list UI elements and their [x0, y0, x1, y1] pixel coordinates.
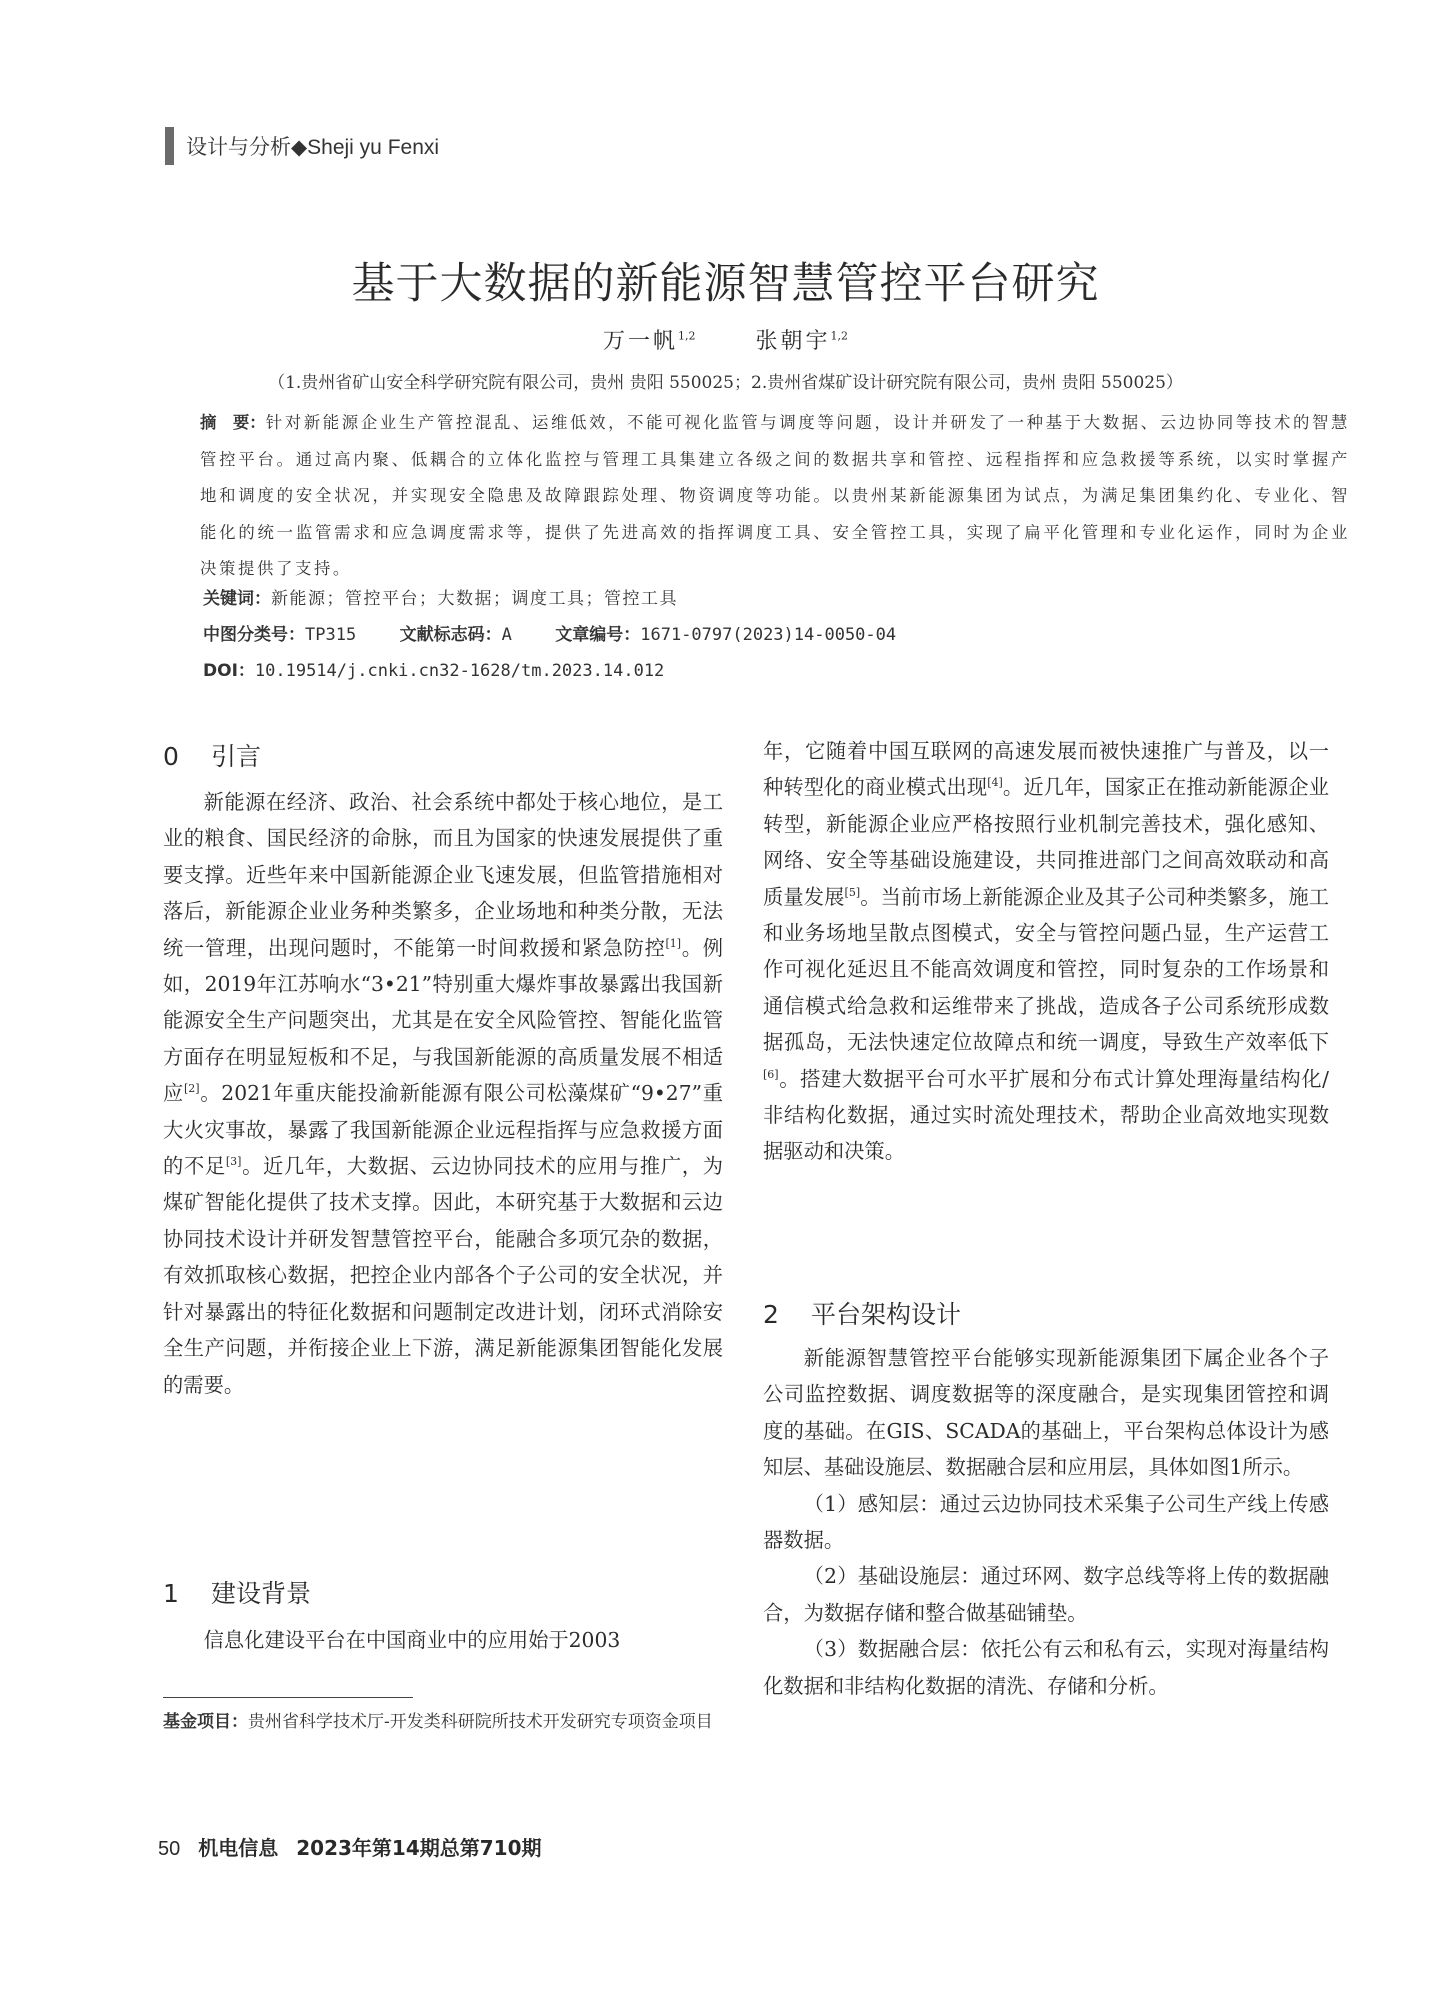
citation: [1] — [665, 936, 682, 950]
intro-paragraph — [163, 784, 723, 1403]
journal-name: 机电信息 — [198, 1836, 279, 1860]
citation: [3] — [225, 1155, 242, 1169]
section-heading-background — [163, 1574, 311, 1610]
doc-code-label: 文献标志码： — [399, 625, 502, 645]
abstract — [200, 405, 1350, 588]
clc-value: TP315 — [305, 625, 357, 645]
section-title: 平台架构设计 — [811, 1300, 962, 1329]
citation: [5] — [844, 885, 861, 899]
citation: [6] — [763, 1067, 779, 1081]
section-title: 建设背景 — [211, 1579, 312, 1608]
text-run: 。当前市场上新能源企业及其子公司种类繁多，施工和业务场地呈散点图模式，安全与管控问题凸显，生产运营工作可视化延迟且不能高效调度和管控，同时复杂的工作场景和通信模式给急救和运维带来了挑战，造成各子公司系统形成数据孤岛，无法快速定位故障点和统一调度，导致生产效率低下 — [763, 884, 1329, 1055]
keywords — [203, 584, 678, 609]
paper-title: 基于大数据的新能源智慧管控平台研究 — [351, 259, 1100, 309]
citation: [4] — [987, 776, 1003, 790]
doi-label: DOI： — [203, 661, 255, 681]
text-run: 。例如，2019年江苏响水“3•21”特别重大爆炸事故暴露出我国新能源安全生产问题突出，尤其是在安全风险管控、智能化监管方面存在明显短板和不足，与我国新能源的高质量发展不相适应 — [163, 935, 723, 1106]
author-list — [0, 324, 1451, 355]
author-name: 张朝宇 — [755, 329, 831, 354]
article-number-label: 文章编号： — [555, 625, 641, 645]
section-number: 1 — [163, 1579, 179, 1608]
doi — [203, 656, 664, 681]
abstract-text: 针对新能源企业生产管控混乱、运维低效，不能可视化监管与调度等问题，设计并研发了一种基于大数据、云边协同等技术的智慧管控平台。通过高内聚、低耦合的立体化监控与管理工具集建立各级之间的数据共享和管控、远程指挥和应急救援等系统，以实时掌握产地和调度的安全状况，并实现安全隐患及故障跟踪处理、物资调度等功能。以贵州某新能源集团为试点，为满足集团集约化、专业化、智能化的统一监管需求和应急调度需求等，提供了先进高效的指挥调度工具、安全管控工具，实现了扁平化管理和专业化运作，同时为企业决策提供了支持。 — [200, 413, 1351, 578]
text-run: 。近几年，国家正在推动新能源企业转型，新能源企业应严格按照行业机制完善技术，强化感知、网络、安全等基础设施建设，共同推进部门之间高效联动和高质量发展 — [763, 775, 1329, 909]
text-run: 。近几年，大数据、云边协同技术的应用与推广，为煤矿智能化提供了技术支撑。因此，本研究基于大数据和云边协同技术设计并研发智慧管控平台，能融合多项冗杂的数据，有效抓取核心数据，把控企业内部各个子公司的安全状况，并针对暴露出的特征化数据和问题制定改进计划，闭环式消除安全生产问题，并衔接企业上下游，满足新能源集团智能化发展的需要。 — [163, 1154, 723, 1397]
keywords-text: 新能源；管控平台；大数据；调度工具；管控工具 — [271, 589, 678, 609]
layer-item: （1）感知层：通过云边协同技术采集子公司生产线上传感器数据。 — [763, 1491, 1329, 1553]
layer-item: （3）数据融合层：依托公有云和私有云，实现对海量结构化数据和非结构化数据的清洗、存储和分析。 — [763, 1637, 1329, 1698]
author-affil-mark: 1,2 — [678, 329, 696, 343]
page-footer — [158, 1832, 542, 1861]
doc-code-value: A — [501, 625, 512, 645]
keywords-label: 关键词： — [203, 589, 271, 609]
text-run: 。搭建大数据平台可水平扩展和分布式计算处理海量结构化/非结构化数据，通过实时流处理技术，帮助企业高效地实现数据驱动和决策。 — [763, 1066, 1329, 1164]
running-header — [186, 131, 439, 161]
affiliation: （1.贵州省矿山安全科学研究院有限公司，贵州 贵阳 550025；2.贵州省煤矿设计研究院有限公司，贵州 贵阳 550025） — [268, 373, 1183, 393]
funding-text: 贵州省科学技术厅-开发类科研院所技术开发研究专项资金项目 — [248, 1712, 713, 1732]
page-number: 50 — [158, 1838, 181, 1860]
section-heading-intro — [163, 737, 261, 773]
architecture-intro: 新能源智慧管控平台能够实现新能源集团下属企业各个子公司监控数据、调度数据等的深度融合，是实现集团管控和调度的基础。在GIS、SCADA的基础上，平台架构总体设计为感知层、基础设施层、数据融合层和应用层，具体如图1所示。 — [763, 1346, 1329, 1480]
clc-label: 中图分类号： — [203, 625, 305, 645]
clc-code — [203, 620, 356, 645]
author-name: 万一帆 — [603, 329, 679, 354]
text-run: 年，它随着中国互联网的高速发展而被快速推广与普及，以一种转型化的商业模式出现 — [763, 739, 1329, 800]
doi-value: 10.19514/j.cnki.cn32-1628/tm.2023.14.012 — [254, 661, 665, 681]
article-number-value: 1671-0797(2023)14-0050-04 — [640, 625, 897, 645]
author-affil-mark: 1,2 — [830, 329, 848, 343]
section-number: 2 — [763, 1300, 779, 1329]
text-run: 新能源在经济、政治、社会系统中都处于核心地位，是工业的粮食、国民经济的命脉，而且为国家的快速发展提供了重要支撑。近些年来中国新能源企业飞速发展，但监管措施相对落后，新能源企业业务种类繁多，企业场地和种类分散，无法统一管理，出现问题时，不能第一时间救援和紧急防控 — [163, 790, 723, 960]
section-number: 0 — [163, 742, 179, 771]
background-continued — [763, 733, 1329, 1170]
architecture-body — [763, 1340, 1329, 1704]
section-heading-architecture — [763, 1295, 961, 1331]
diamond-icon: ◆ — [291, 135, 308, 159]
abstract-label: 摘 要： — [200, 413, 266, 432]
citation: [2] — [184, 1082, 200, 1096]
header-section-en: Sheji yu Fenxi — [307, 136, 440, 159]
funding-label: 基金项目： — [163, 1712, 248, 1732]
footnote-rule — [163, 1697, 413, 1698]
header-bar — [165, 127, 174, 165]
layer-item: （2）基础设施层：通过环网、数字总线等将上传的数据融合，为数据存储和整合做基础铺垫。 — [763, 1564, 1329, 1625]
doc-code — [400, 620, 512, 645]
text-run: 。2021年重庆能投渝新能源有限公司松藻煤矿“9•27”重大火灾事故，暴露了我国新能源企业远程指挥与应急救援方面的不足 — [163, 1081, 723, 1179]
funding-footnote — [163, 1707, 723, 1738]
classification-row — [203, 620, 934, 645]
section-title: 引言 — [211, 742, 262, 771]
text-run: 信息化建设平台在中国商业中的应用始于2003 — [203, 1628, 621, 1652]
header-section-zh: 设计与分析 — [186, 135, 291, 159]
article-number — [555, 620, 896, 645]
background-paragraph — [163, 1622, 723, 1658]
issue-info: 2023年第14期总第710期 — [296, 1836, 542, 1860]
